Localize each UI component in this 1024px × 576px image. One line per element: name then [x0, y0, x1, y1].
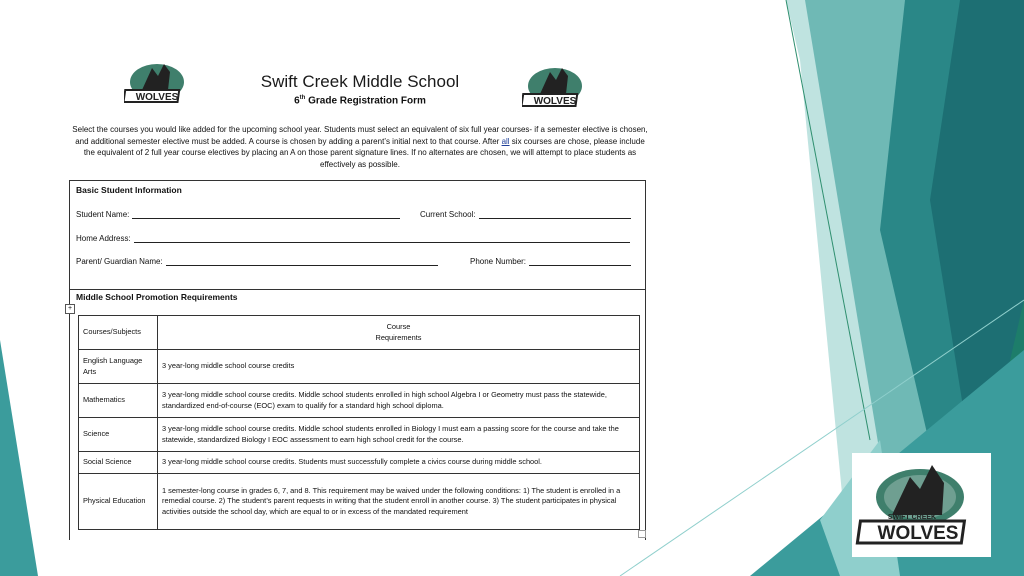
col-header-subject: Courses/Subjects — [79, 316, 158, 350]
row-requirement: 3 year-long middle school course credits — [158, 350, 640, 384]
table-row — [79, 452, 640, 474]
current-school-field[interactable]: Current School: — [420, 209, 631, 219]
logo-text-center: WOLVES — [533, 96, 577, 107]
row-subject: Physical Education — [79, 474, 158, 530]
col-header-requirements: Course Requirements — [158, 316, 640, 350]
student-name-field[interactable]: Student Name: — [76, 209, 400, 219]
table-header-row — [79, 316, 640, 350]
basic-info-title: Basic Student Information — [76, 185, 182, 195]
guardian-name-field[interactable]: Parent/ Guardian Name: — [76, 256, 438, 266]
table-row — [79, 384, 640, 418]
logo-subtext-large: SWIFT CREEK — [887, 514, 937, 521]
page-title: Swift Creek Middle School — [260, 72, 460, 91]
registration-form — [69, 180, 646, 540]
wolves-logo-large — [852, 453, 991, 557]
promotion-title: Middle School Promotion Requirements — [76, 292, 238, 302]
phone-number-field[interactable]: Phone Number: — [470, 256, 631, 266]
wolves-logo-left — [124, 56, 190, 112]
instructions-paragraph: Select the courses you would like added for the upcoming school year. Students must select an equivalent of six full year courses- if a semester elective is chosen, and additional semester elective must be added. A course is chosen by adding a parent’s initial next to that course. After all six courses are chose, please include the equivalent of 2 full year course electives by placing an A on those parent signature lines. If no alternates are chosen, we will attempt to place students as effectively as possible. — [72, 125, 648, 170]
table-move-handle-icon[interactable]: + — [65, 304, 75, 314]
table-row — [79, 474, 640, 530]
logo-text-left: WOLVES — [135, 92, 179, 103]
row-subject: English Language Arts — [79, 350, 158, 384]
row-requirement: 3 year-long middle school course credits. Middle school students enrolled in Biology I must earn a passing score for the course and take the statewide, standardized Biology I EOC assessment to earn high school credit for the course. — [158, 418, 640, 452]
table-row — [79, 350, 640, 384]
left-teal-triangle — [0, 340, 38, 576]
wolves-logo-center — [522, 60, 588, 116]
logo-text-large: WOLVES — [877, 523, 959, 544]
home-address-field[interactable]: Home Address: — [76, 233, 630, 243]
row-requirement: 3 year-long middle school course credits. Students must successfully complete a civics course during middle school. — [158, 452, 640, 474]
section-divider — [70, 289, 645, 290]
row-subject: Mathematics — [79, 384, 158, 418]
requirements-table — [78, 315, 640, 530]
row-requirement: 3 year-long middle school course credits. Middle school students enrolled in high school Algebra I or Geometry must pass the statewide, standardized end-of-course (EOC) exam to qualify for a standard high school diploma. — [158, 384, 640, 418]
row-subject: Science — [79, 418, 158, 452]
row-requirement: 1 semester-long course in grades 6, 7, and 8. This requirement may be waived under the following conditions: 1) The student is enrolled in a remedial course. 2) The student’s parent requests in writing that the student enroll in another course. 3) The student participates in physical activities outside the school day, which are equal to or in excess of the mandated requirement — [158, 474, 640, 530]
page-subtitle: 6th Grade Registration Form — [294, 95, 426, 107]
table-resize-handle[interactable] — [638, 530, 646, 538]
row-subject: Social Science — [79, 452, 158, 474]
table-row — [79, 418, 640, 452]
